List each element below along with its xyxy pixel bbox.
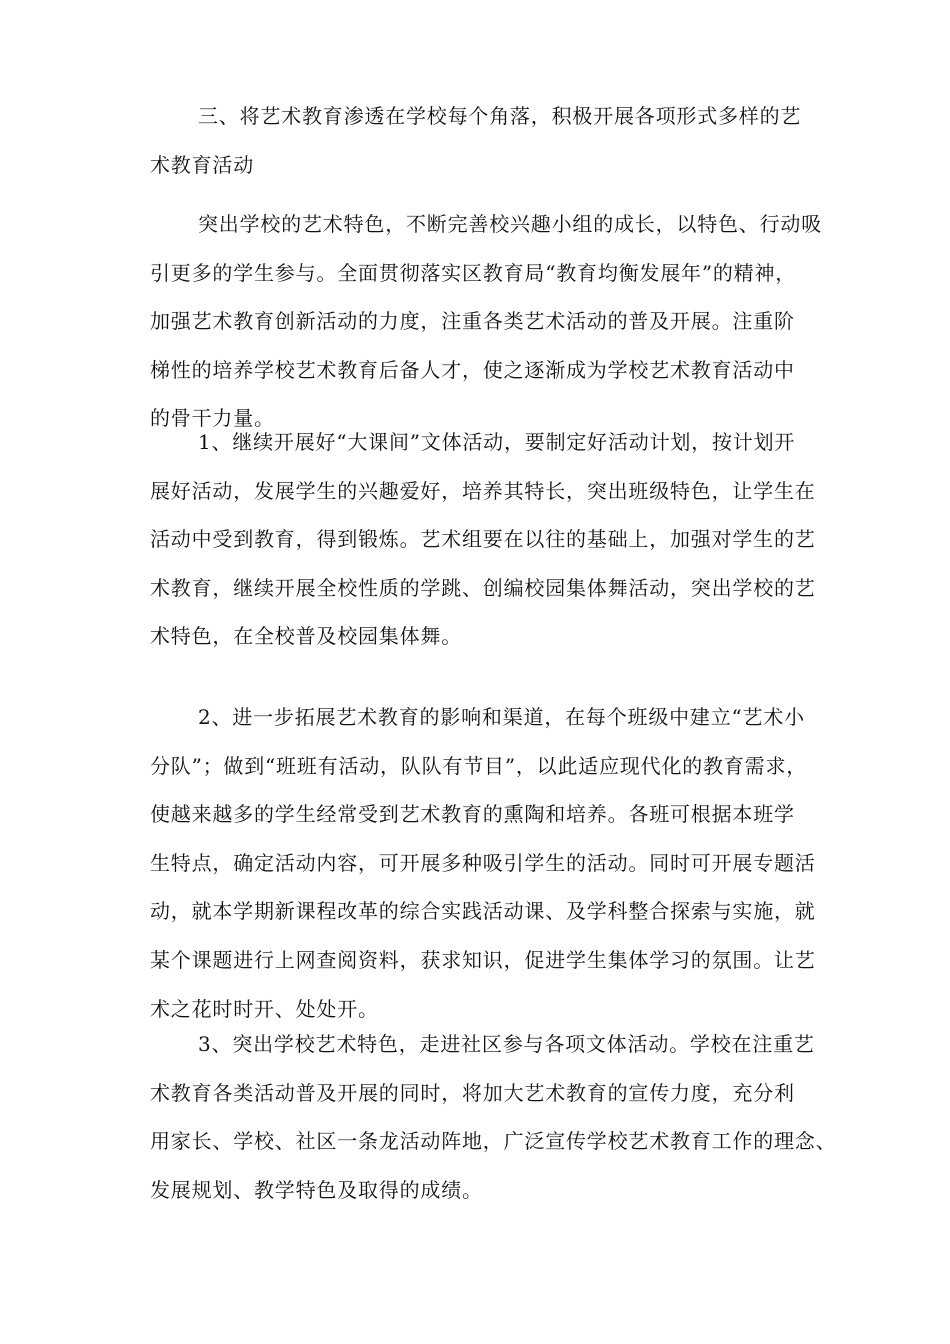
text-line: 某个课题进行上网查阅资料，获求知识，促进学生集体学习的氛围。让艺: [150, 947, 816, 972]
intro-paragraph: [150, 200, 846, 443]
text-line: 用家长、学校、社区一条龙活动阵地，广泛宣传学校艺术教育工作的理念、: [150, 1129, 837, 1154]
text-line: 术教育活动: [150, 152, 254, 177]
text-line: 动，就本学期新课程改革的综合实践活动课、及学科整合探索与实施，就: [150, 899, 816, 924]
text-line: 使越来越多的学生经常受到艺术教育的熏陶和培养。各班可根据本班学: [150, 802, 795, 827]
text-line: 分队”；做到“班班有活动，队队有节目”，以此适应现代化的教育需求，: [150, 753, 808, 778]
text-line: 活动中受到教育，得到锻炼。艺术组要在以往的基础上，加强对学生的艺: [150, 527, 816, 552]
text-line: 生特点，确定活动内容，可开展多种吸引学生的活动。同时可开展专题活: [150, 850, 816, 875]
text-line: 的骨干力量。: [150, 406, 275, 431]
text-line: 发展规划、教学特色及取得的成绩。: [150, 1177, 483, 1202]
text-line: 术教育各类活动普及开展的同时，将加大艺术教育的宣传力度，充分利: [150, 1080, 795, 1105]
text-line: 展好活动，发展学生的兴趣爱好，培养其特长，突出班级特色，让学生在: [150, 478, 816, 503]
text-line: 3、突出学校艺术特色，走进社区参与各项文体活动。学校在注重艺: [198, 1032, 815, 1056]
text-line: 三、将艺术教育渗透在学校每个角落，积极开展各项形式多样的艺: [198, 104, 802, 128]
text-line: 加强艺术教育创新活动的力度，注重各类艺术活动的普及开展。注重阶: [150, 309, 795, 334]
item-3-paragraph: [150, 1020, 846, 1214]
item-1-paragraph: [150, 418, 846, 661]
item-2-paragraph: [150, 693, 846, 1033]
text-line: 术之花时时开、处处开。: [150, 996, 379, 1021]
text-line: 梯性的培养学校艺术教育后备人才，使之逐渐成为学校艺术教育活动中: [150, 357, 795, 382]
text-line: 术特色，在全校普及校园集体舞。: [150, 624, 462, 649]
text-line: 引更多的学生参与。全面贯彻落实区教育局“教育均衡发展年”的精神，: [150, 260, 797, 285]
text-line: 1、继续开展好“大课间”文体活动，要制定好活动计划，按计划开: [198, 430, 796, 454]
section-heading-paragraph: [150, 92, 846, 189]
text-line: 突出学校的艺术特色，不断完善校兴趣小组的成长，以特色、行动吸: [198, 212, 822, 236]
text-line: 2、进一步拓展艺术教育的影响和渠道，在每个班级中建立“艺术小: [198, 705, 805, 729]
text-line: 术教育，继续开展全校性质的学跳、创编校园集体舞活动，突出学校的艺: [150, 575, 816, 600]
